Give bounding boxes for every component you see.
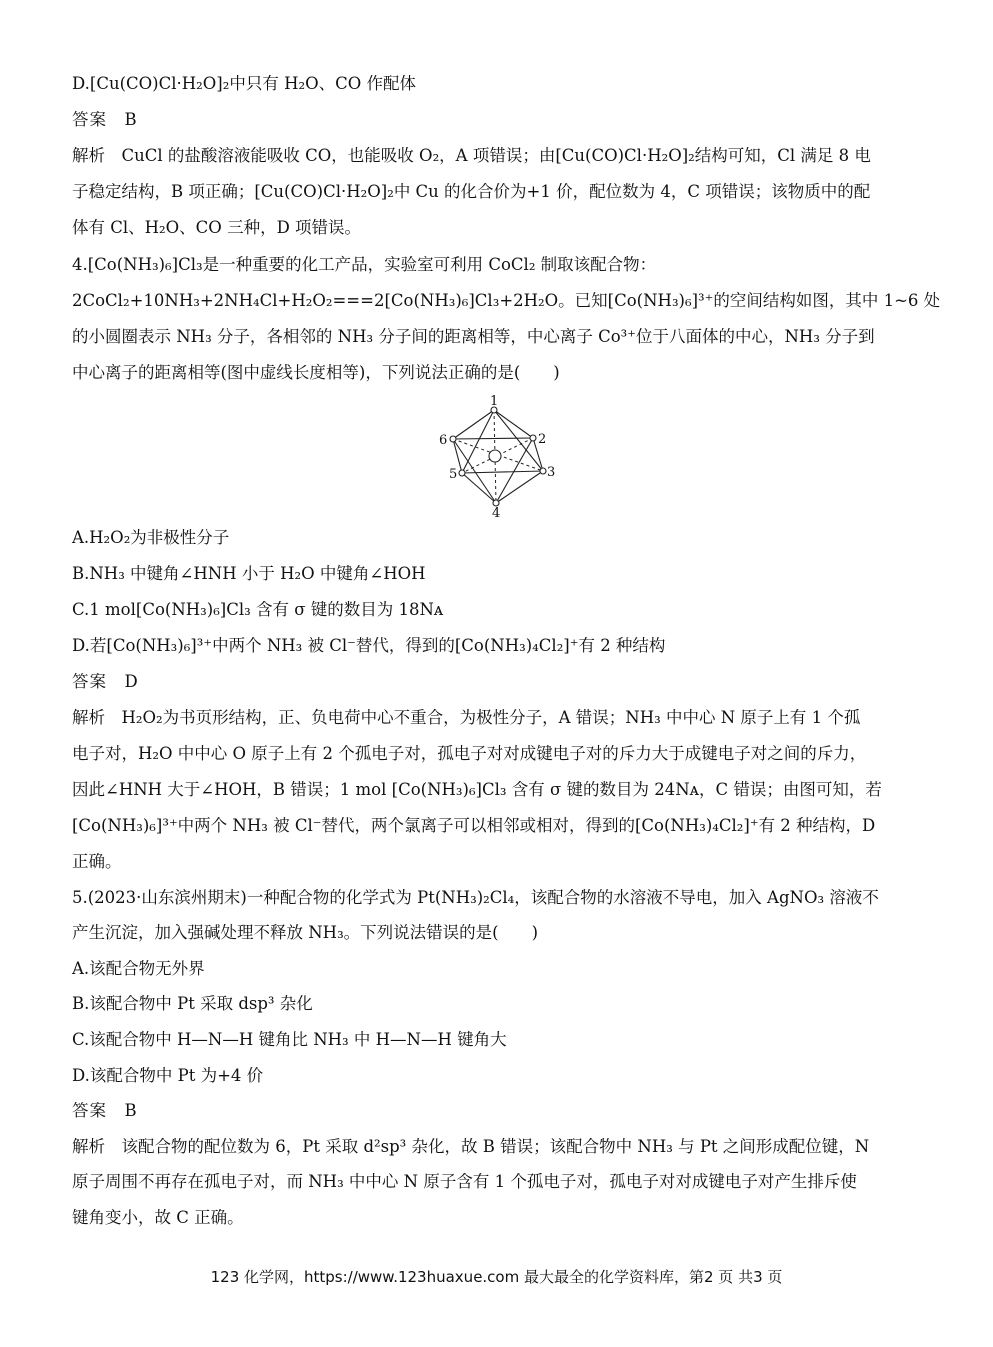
question-5-stem-line1: 5.(2023·山东滨州期末)一种配合物的化学式为 Pt(NH₃)₂Cl₄，该配合物的水溶液不导电，加入 AgNO₃ 溶液不 (72, 888, 879, 907)
option-b-q5: B.该配合物中 Pt 采取 dsp³ 杂化 (72, 994, 313, 1013)
vertex-3-circle (540, 468, 546, 474)
question-4-stem-line4: 中心离子的距离相等(图中虚线长度相等)，下列说法正确的是( ) (72, 363, 560, 382)
explanation-q4-line2: 电子对，H₂O 中中心 O 原子上有 2 个孤电子对，孤电子对对成键电子对的斥力大于成键电子对之间的斥力， (72, 744, 867, 763)
explanation-q4-line5: 正确。 (72, 852, 122, 871)
question-4-stem-line2: 2CoCl₂+10NH₃+2NH₄Cl+H₂O₂===2[Co(NH₃)₆]Cl₃+2H₂O。已知[Co(NH₃)₆]³⁺的空间结构如图，其中 1~6 处 (72, 291, 941, 310)
option-d-q4: D.若[Co(NH₃)₆]³⁺中两个 NH₃ 被 Cl⁻替代，得到的[Co(NH₃)₄Cl₂]⁺有 2 种结构 (72, 636, 666, 655)
option-d-q3: D.[Cu(CO)Cl·H₂O]₂中只有 H₂O、CO 作配体 (72, 74, 417, 93)
explanation-q5-line2: 原子周围不再存在孤电子对，而 NH₃ 中中心 N 原子含有 1 个孤电子对，孤电子对对成键电子对产生排斥使 (72, 1172, 857, 1191)
vertex-label-1: 1 (490, 394, 499, 409)
answer-q4: 答案 D (72, 672, 139, 691)
explanation-q3-line2: 子稳定结构，B 项正确；[Cu(CO)Cl·H₂O]₂中 Cu 的化合价为+1 价，配位数为 4，C 项错误；该物质中的配 (72, 182, 871, 201)
vertex-label-2: 2 (538, 432, 547, 447)
option-a-q4: A.H₂O₂为非极性分子 (72, 528, 230, 547)
cobalt-center-circle (489, 450, 501, 462)
option-a-q5: A.该配合物无外界 (72, 959, 205, 978)
explanation-q3-line3: 体有 Cl、H₂O、CO 三种，D 项错误。 (72, 218, 362, 237)
explanation-q4-line3: 因此∠HNH 大于∠HOH，B 错误；1 mol [Co(NH₃)₆]Cl₃ 含有 σ 键的数目为 24Nᴀ，C 错误；由图可知，若 (72, 780, 882, 799)
vertex-6-circle (450, 436, 456, 442)
explanation-q3-line1: 解析 CuCl 的盐酸溶液能吸收 CO，也能吸收 O₂，A 项错误；由[Cu(CO)Cl·H₂O]₂结构可知，Cl 满足 8 电 (72, 146, 871, 165)
vertex-5-circle (459, 470, 465, 476)
vertex-label-5: 5 (449, 467, 458, 482)
vertex-label-4: 4 (492, 506, 501, 518)
explanation-q4-line4: [Co(NH₃)₆]³⁺中两个 NH₃ 被 Cl⁻替代，两个氯离子可以相邻或相对，得到的[Co(NH₃)₄Cl₂]⁺有 2 种结构，D (72, 816, 876, 835)
option-c-q4: C.1 mol[Co(NH₃)₆]Cl₃ 含有 σ 键的数目为 18Nᴀ (72, 600, 444, 619)
page-footer: 123 化学网，https://www.123huaxue.com 最大最全的化学资料库，第2 页 共3 页 (210, 1268, 783, 1286)
answer-q3: 答案 B (72, 110, 138, 129)
vertex-2-circle (530, 435, 536, 441)
question-4-stem-line1: 4.[Co(NH₃)₆]Cl₃是一种重要的化工产品，实验室可利用 CoCl₂ 制取该配合物： (72, 255, 657, 274)
octahedron-structure-figure (430, 393, 560, 518)
answer-q5: 答案 B (72, 1101, 138, 1120)
explanation-q5-line1: 解析 该配合物的配位数为 6，Pt 采取 d²sp³ 杂化，故 B 错误；该配合物中 NH₃ 与 Pt 之间形成配位键，N (72, 1137, 870, 1156)
question-4-stem-line3: 的小圆圈表示 NH₃ 分子，各相邻的 NH₃ 分子间的距离相等，中心离子 Co³⁺位于八面体的中心，NH₃ 分子到 (72, 327, 875, 346)
option-d-q5: D.该配合物中 Pt 为+4 价 (72, 1066, 264, 1085)
explanation-q4-line1: 解析 H₂O₂为书页形结构，正、负电荷中心不重合，为极性分子，A 错误；NH₃ 中中心 N 原子上有 1 个孤 (72, 708, 861, 727)
option-b-q4: B.NH₃ 中键角∠HNH 小于 H₂O 中键角∠HOH (72, 564, 426, 583)
vertex-label-6: 6 (439, 433, 448, 448)
option-c-q5: C.该配合物中 H—N—H 键角比 NH₃ 中 H—N—H 键角大 (72, 1030, 507, 1049)
question-5-stem-line2: 产生沉淀，加入强碱处理不释放 NH₃。下列说法错误的是( ) (72, 923, 539, 942)
vertex-label-3: 3 (547, 465, 556, 480)
explanation-q5-line3: 键角变小，故 C 正确。 (72, 1208, 244, 1227)
